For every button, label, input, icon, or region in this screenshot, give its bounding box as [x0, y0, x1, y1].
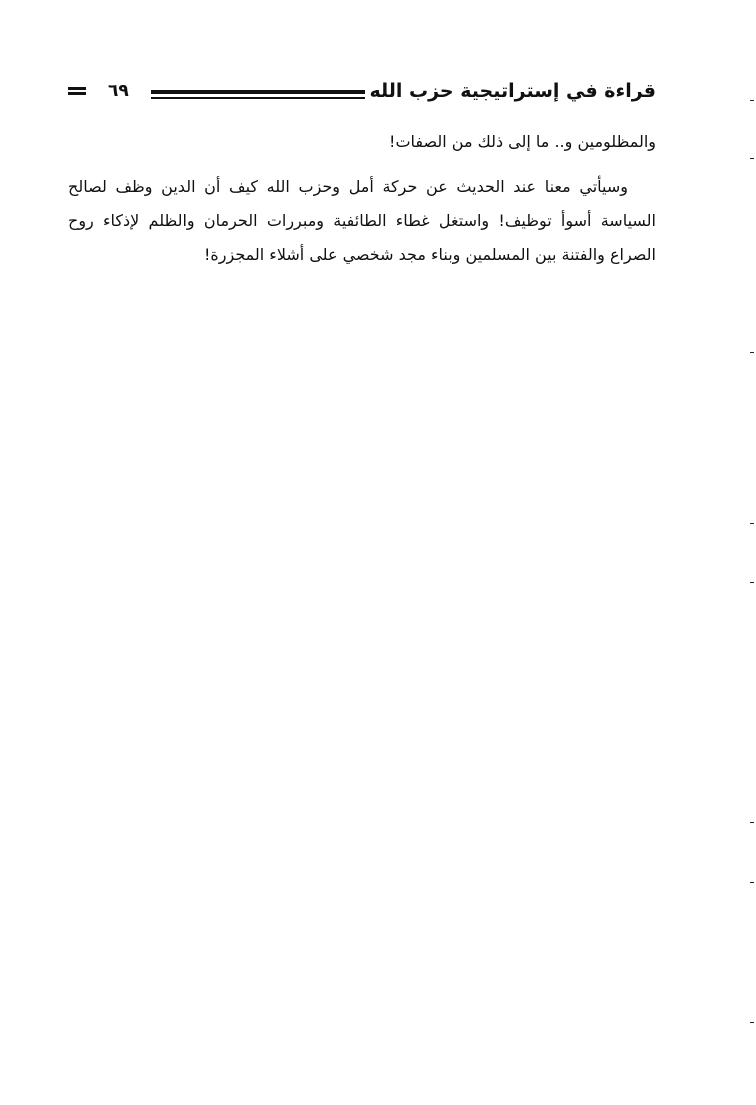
header-rule — [151, 90, 366, 99]
page-number: ٦٩ — [108, 81, 129, 101]
page-header — [68, 76, 656, 106]
paragraph-1: والمظلومين و.. ما إلى ذلك من الصفات! — [389, 132, 656, 151]
scan-edge-mark — [750, 582, 754, 583]
paragraph-2: وسيأتي معنا عند الحديث عن حركة أمل وحزب الله كيف أن الدين وظف لصالح السياسة أسوأ توظيف! واستغل غطاء الطائفية ومبررات الحرمان والظلم لإذكاء روح الصراع والفتنة بين المسلمين وبناء مجد شخصي على أشلاء المجزرة! — [68, 177, 656, 264]
scan-edge-mark — [750, 822, 754, 823]
scan-edge-mark — [750, 100, 754, 101]
scan-edge-mark — [750, 882, 754, 883]
running-title: قراءة في إستراتيجية حزب الله — [369, 80, 656, 102]
scan-edge-mark — [750, 158, 754, 159]
scan-edge-mark — [750, 523, 754, 524]
header-double-dash — [68, 87, 86, 95]
scan-edge-mark — [750, 1022, 754, 1023]
scan-edge-mark — [750, 352, 754, 353]
